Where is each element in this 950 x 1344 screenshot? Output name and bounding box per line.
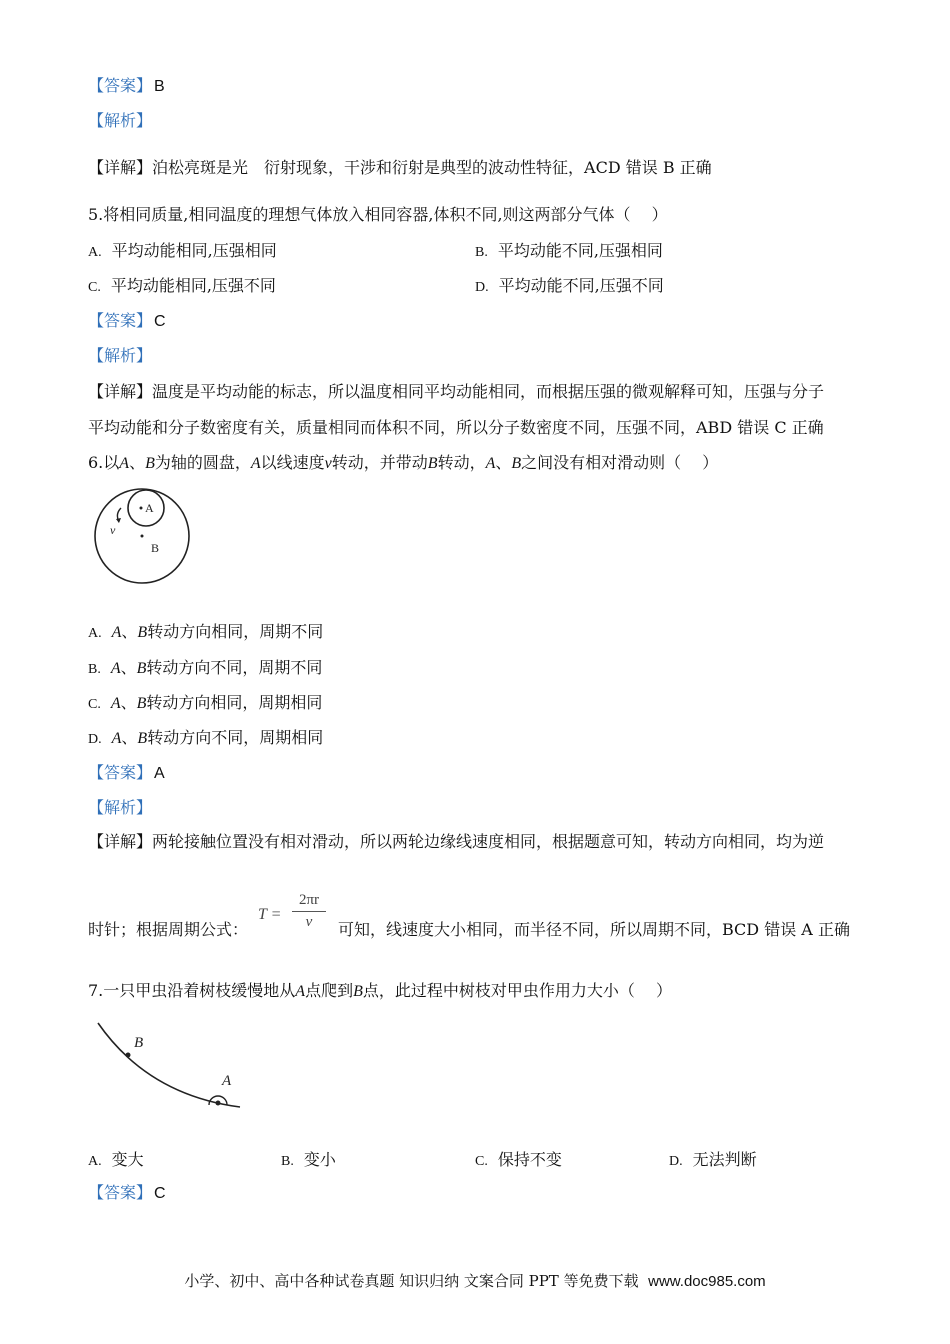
label-a: A (222, 1073, 232, 1089)
center-dot-b (141, 535, 144, 538)
period-formula: T = 2πr v (258, 892, 328, 942)
question-7-stem: 7.一只甲虫沿着树枝缓慢地从A点爬到B点，此过程中树枝对甲虫作用力大小（ ） (88, 981, 672, 1000)
branch-figure (88, 1015, 248, 1115)
q5-option-a: A. 平均动能相同,压强相同 (88, 241, 277, 260)
answer-value: A (154, 765, 165, 782)
q5-option-d: D. 平均动能不同,压强不同 (475, 276, 664, 295)
answer-value: B (154, 78, 165, 95)
analysis-tag: 【解析】 (88, 111, 153, 130)
answer-line: 【答案】 C (88, 311, 166, 330)
label-a: A (145, 501, 154, 515)
analysis-line: 【解析】 (88, 798, 153, 817)
question-5-stem: 5.将相同质量,相同温度的理想气体放入相同容器,体积不同,则这两部分气体（ ） (88, 205, 668, 224)
question-6-stem: 6.以A、B为轴的圆盘，A以线速度v转动，并带动B转动，A、B之间没有相对滑动则（ ） (88, 453, 719, 472)
q6-option-a: A. A、B转动方向相同，周期不同 (88, 622, 324, 641)
q6-option-c: C. A、B转动方向相同，周期相同 (88, 693, 323, 712)
label-b: B (134, 1035, 144, 1051)
q5-option-b: B. 平均动能不同,压强相同 (475, 241, 663, 260)
footer-url[interactable]: www.doc985.com (648, 1273, 766, 1290)
answer-value: C (154, 1185, 166, 1202)
q6-option-b: B. A、B转动方向不同，周期不同 (88, 658, 323, 677)
answer-line (88, 75, 165, 98)
page-footer (0, 1270, 950, 1291)
label-b: B (151, 541, 160, 555)
q7-option-c: C. 保持不变 (475, 1150, 562, 1169)
answer-line: 【答案】 A (88, 763, 165, 782)
answer-tag: 【答案】 (88, 76, 153, 95)
detail-line: 【详解】两轮接触位置没有相对滑动，所以两轮边缘线速度相同，根据题意可知，转动方向相同，均为逆 (88, 832, 825, 851)
disc-figure (88, 484, 198, 588)
branch-curve (98, 1023, 240, 1107)
detail-line-2-pre: 时针；根据周期公式： (88, 920, 249, 939)
answer-value: C (154, 313, 166, 330)
point-b (126, 1053, 131, 1058)
detail-text: 泊松亮斑是光 衍射现象，干涉和衍射是典型的波动性特征，ACD 错误 B 正确 (152, 158, 712, 177)
q6-option-d: D. A、B转动方向不同，周期相同 (88, 728, 324, 747)
detail-line-2: 平均动能和分子数密度有关，质量相同而体积不同，所以分子数密度不同，压强不同，ABD 错误 C 正确 (88, 418, 824, 437)
detail-line-2-post: 可知，线速度大小相同，而半径不同，所以周期不同，BCD 错误 A 正确 (338, 920, 850, 939)
q7-option-d: D. 无法判断 (669, 1150, 757, 1169)
label-v: v (110, 523, 116, 537)
q5-option-c: C. 平均动能相同,压强不同 (88, 276, 276, 295)
detail-line: 【详解】温度是平均动能的标志，所以温度相同平均动能相同，而根据压强的微观解释可知，压强与分子 (88, 382, 825, 401)
answer-line: 【答案】 C (88, 1183, 166, 1202)
center-dot-a (140, 507, 143, 510)
footer-text: 小学、初中、高中各种试卷真题 知识归纳 文案合同 PPT 等免费下载 (184, 1272, 639, 1290)
q7-option-b: B. 变小 (281, 1150, 336, 1169)
detail-line: 【详解】泊松亮斑是光 衍射现象，干涉和衍射是典型的波动性特征，ACD 错误 B 正确 (88, 158, 712, 177)
analysis-line: 【解析】 (88, 346, 153, 365)
analysis-line (88, 110, 152, 132)
q7-option-a: A. 变大 (88, 1150, 144, 1169)
